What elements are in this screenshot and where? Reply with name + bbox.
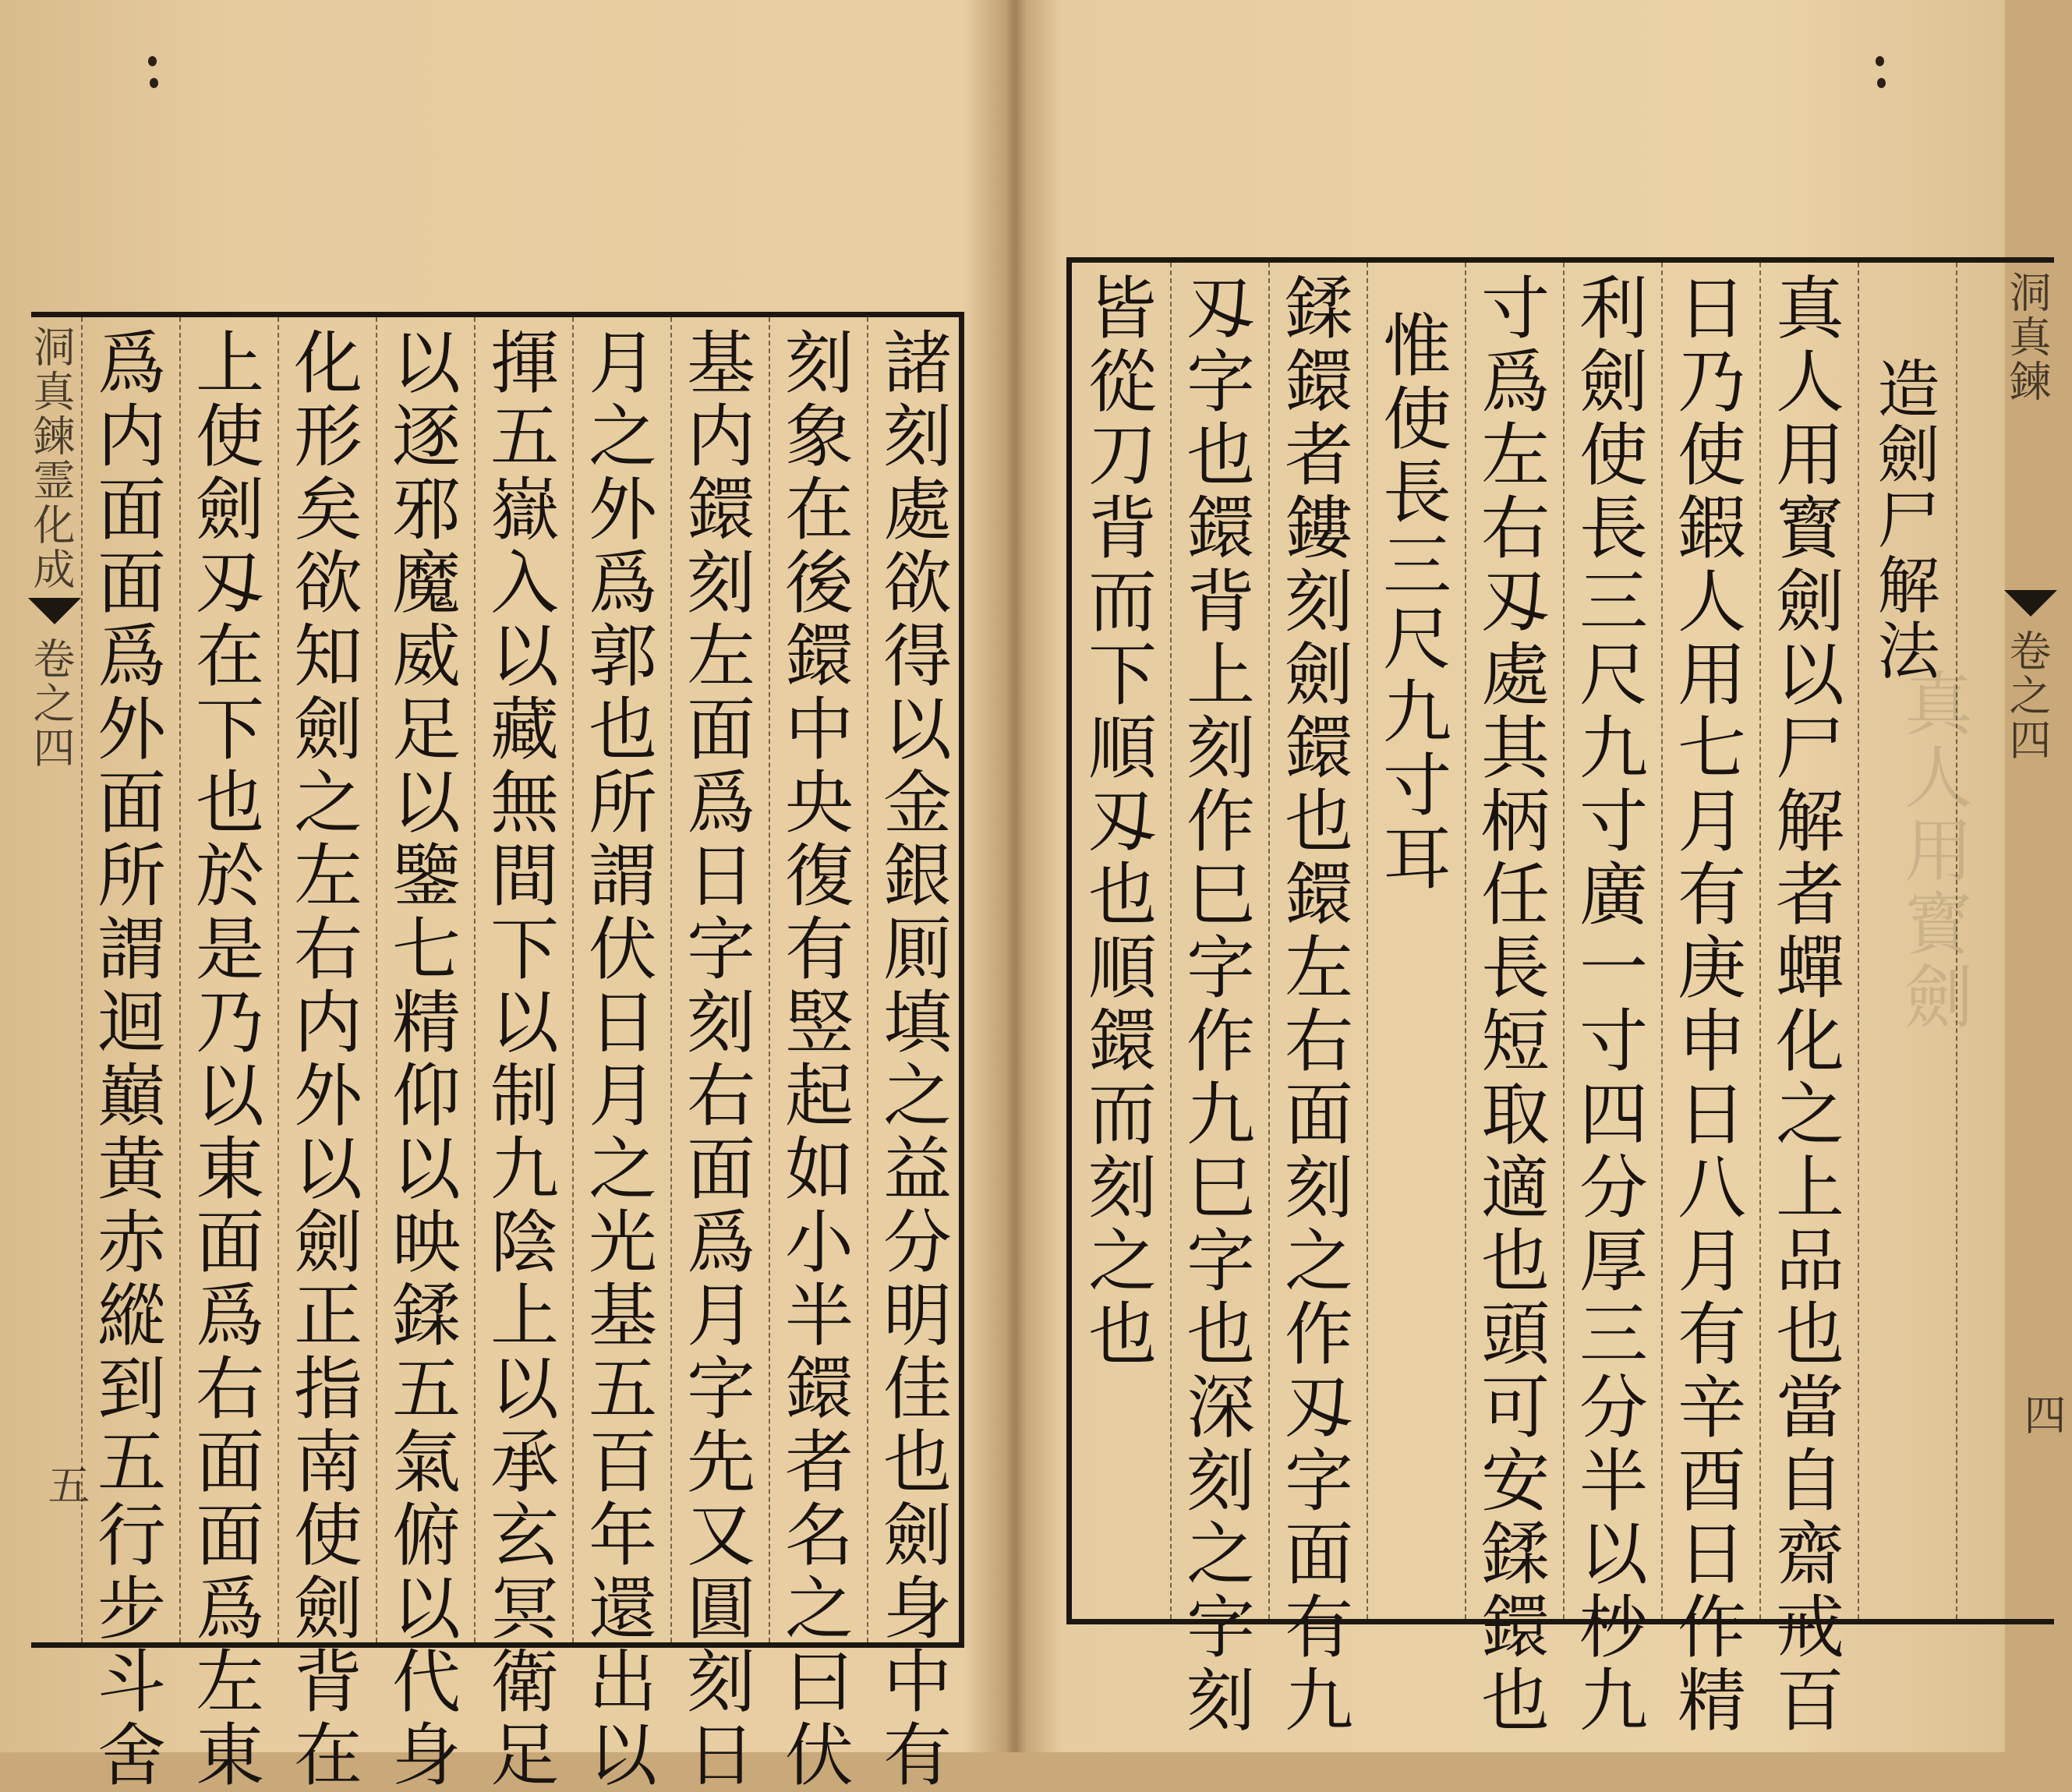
text-column: 惟使長三尺九寸耳 xyxy=(1372,309,1452,896)
text-column: 月之外爲郭也所謂伏日月之光基五百年還出以 xyxy=(578,327,658,1792)
text-column: 爲内面面爲外面所謂迴巔黄赤縱到五行步斗舍 xyxy=(87,327,167,1792)
column-rule xyxy=(1956,263,1957,1619)
left-page-number: 五 xyxy=(41,1463,90,1505)
column-rule xyxy=(1170,263,1172,1619)
right-fishtail-icon xyxy=(2004,590,2057,617)
text-column: 日乃使鍜人用七月有庚申日八月有辛酉日作精 xyxy=(1667,272,1747,1737)
right-page xyxy=(1020,0,2067,1752)
column-rule xyxy=(1268,263,1270,1619)
column-rule xyxy=(769,317,770,1642)
left-banxin-juan: 卷之四 xyxy=(27,637,76,770)
right-page-number: 四 xyxy=(2017,1393,2067,1435)
binding-hole-bottom xyxy=(1877,78,1886,88)
binding-hole-bottom xyxy=(150,78,158,88)
text-column: 以逐邪魔威足以鑒七精仰以映鍒五氣俯以代身 xyxy=(381,327,461,1792)
column-rule xyxy=(572,317,574,1642)
left-fishtail-icon xyxy=(28,598,81,624)
text-column: 真人用寳劍以尸解者蟬化之上品也當自齋戒百 xyxy=(1765,272,1845,1737)
column-rule xyxy=(474,317,476,1642)
binding-hole-top xyxy=(1876,56,1884,66)
column-rule xyxy=(670,317,672,1642)
left-page xyxy=(0,0,1013,1792)
column-rule xyxy=(81,317,83,1642)
text-column: 利劍使長三尺九寸廣一寸四分厚三分半以杪九 xyxy=(1568,272,1649,1737)
text-column: 刄字也鐶背上刻作巳字作九巳字也深刻之字刻 xyxy=(1176,272,1256,1737)
right-text-frame xyxy=(1066,257,2067,1737)
column-rule xyxy=(278,317,279,1642)
column-rule xyxy=(376,317,377,1642)
text-column: 化形矣欲知劍之左右内外以劍正指南使劍背在 xyxy=(283,327,363,1792)
bleed-through-shadow: 真人用寳劍 xyxy=(1893,668,1974,1034)
column-rule xyxy=(1661,263,1663,1619)
column-rule xyxy=(1465,263,1466,1619)
text-column: 上使劍刄在下也於是乃以東面爲右面面爲左東 xyxy=(185,327,265,1792)
column-rule xyxy=(867,317,868,1642)
text-column: 諸刻處欲得以金銀厠填之益分明佳也劍身中有 xyxy=(872,327,953,1792)
section-title: 造劍尸解法 xyxy=(1867,356,1939,684)
right-banxin-title: 洞真鍊 xyxy=(2003,270,2052,404)
right-banxin-juan: 卷之四 xyxy=(2003,629,2052,762)
text-column: 揮五嶽入以藏無間下以制九陰上以承玄冥衛足 xyxy=(479,327,560,1792)
column-rule xyxy=(1759,263,1761,1619)
text-column: 基内鐶刻左面爲日字刻右面爲月字先又圓刻日 xyxy=(676,327,756,1792)
column-rule xyxy=(179,317,181,1642)
left-banxin-title: 洞真鍊霊化成 xyxy=(27,325,76,592)
binding-hole-top xyxy=(148,56,157,66)
column-rule xyxy=(1367,263,1368,1619)
text-column: 寸爲左右刄處其柄任長短取適也頭可安鍒鐶也 xyxy=(1470,272,1550,1737)
column-rule xyxy=(1858,263,1859,1619)
left-text-frame xyxy=(27,312,964,1792)
text-column: 刻象在後鐶中央復有竪起如小半鐶者名之曰伏 xyxy=(774,327,854,1792)
text-column: 皆從刀背而下順刄也順鐶而刻之也 xyxy=(1077,272,1158,1371)
column-rule xyxy=(1563,263,1565,1619)
text-column: 鍒鐶者鏤刻劍鐶也鐶左右面刻之作刄字面有九 xyxy=(1274,272,1354,1737)
